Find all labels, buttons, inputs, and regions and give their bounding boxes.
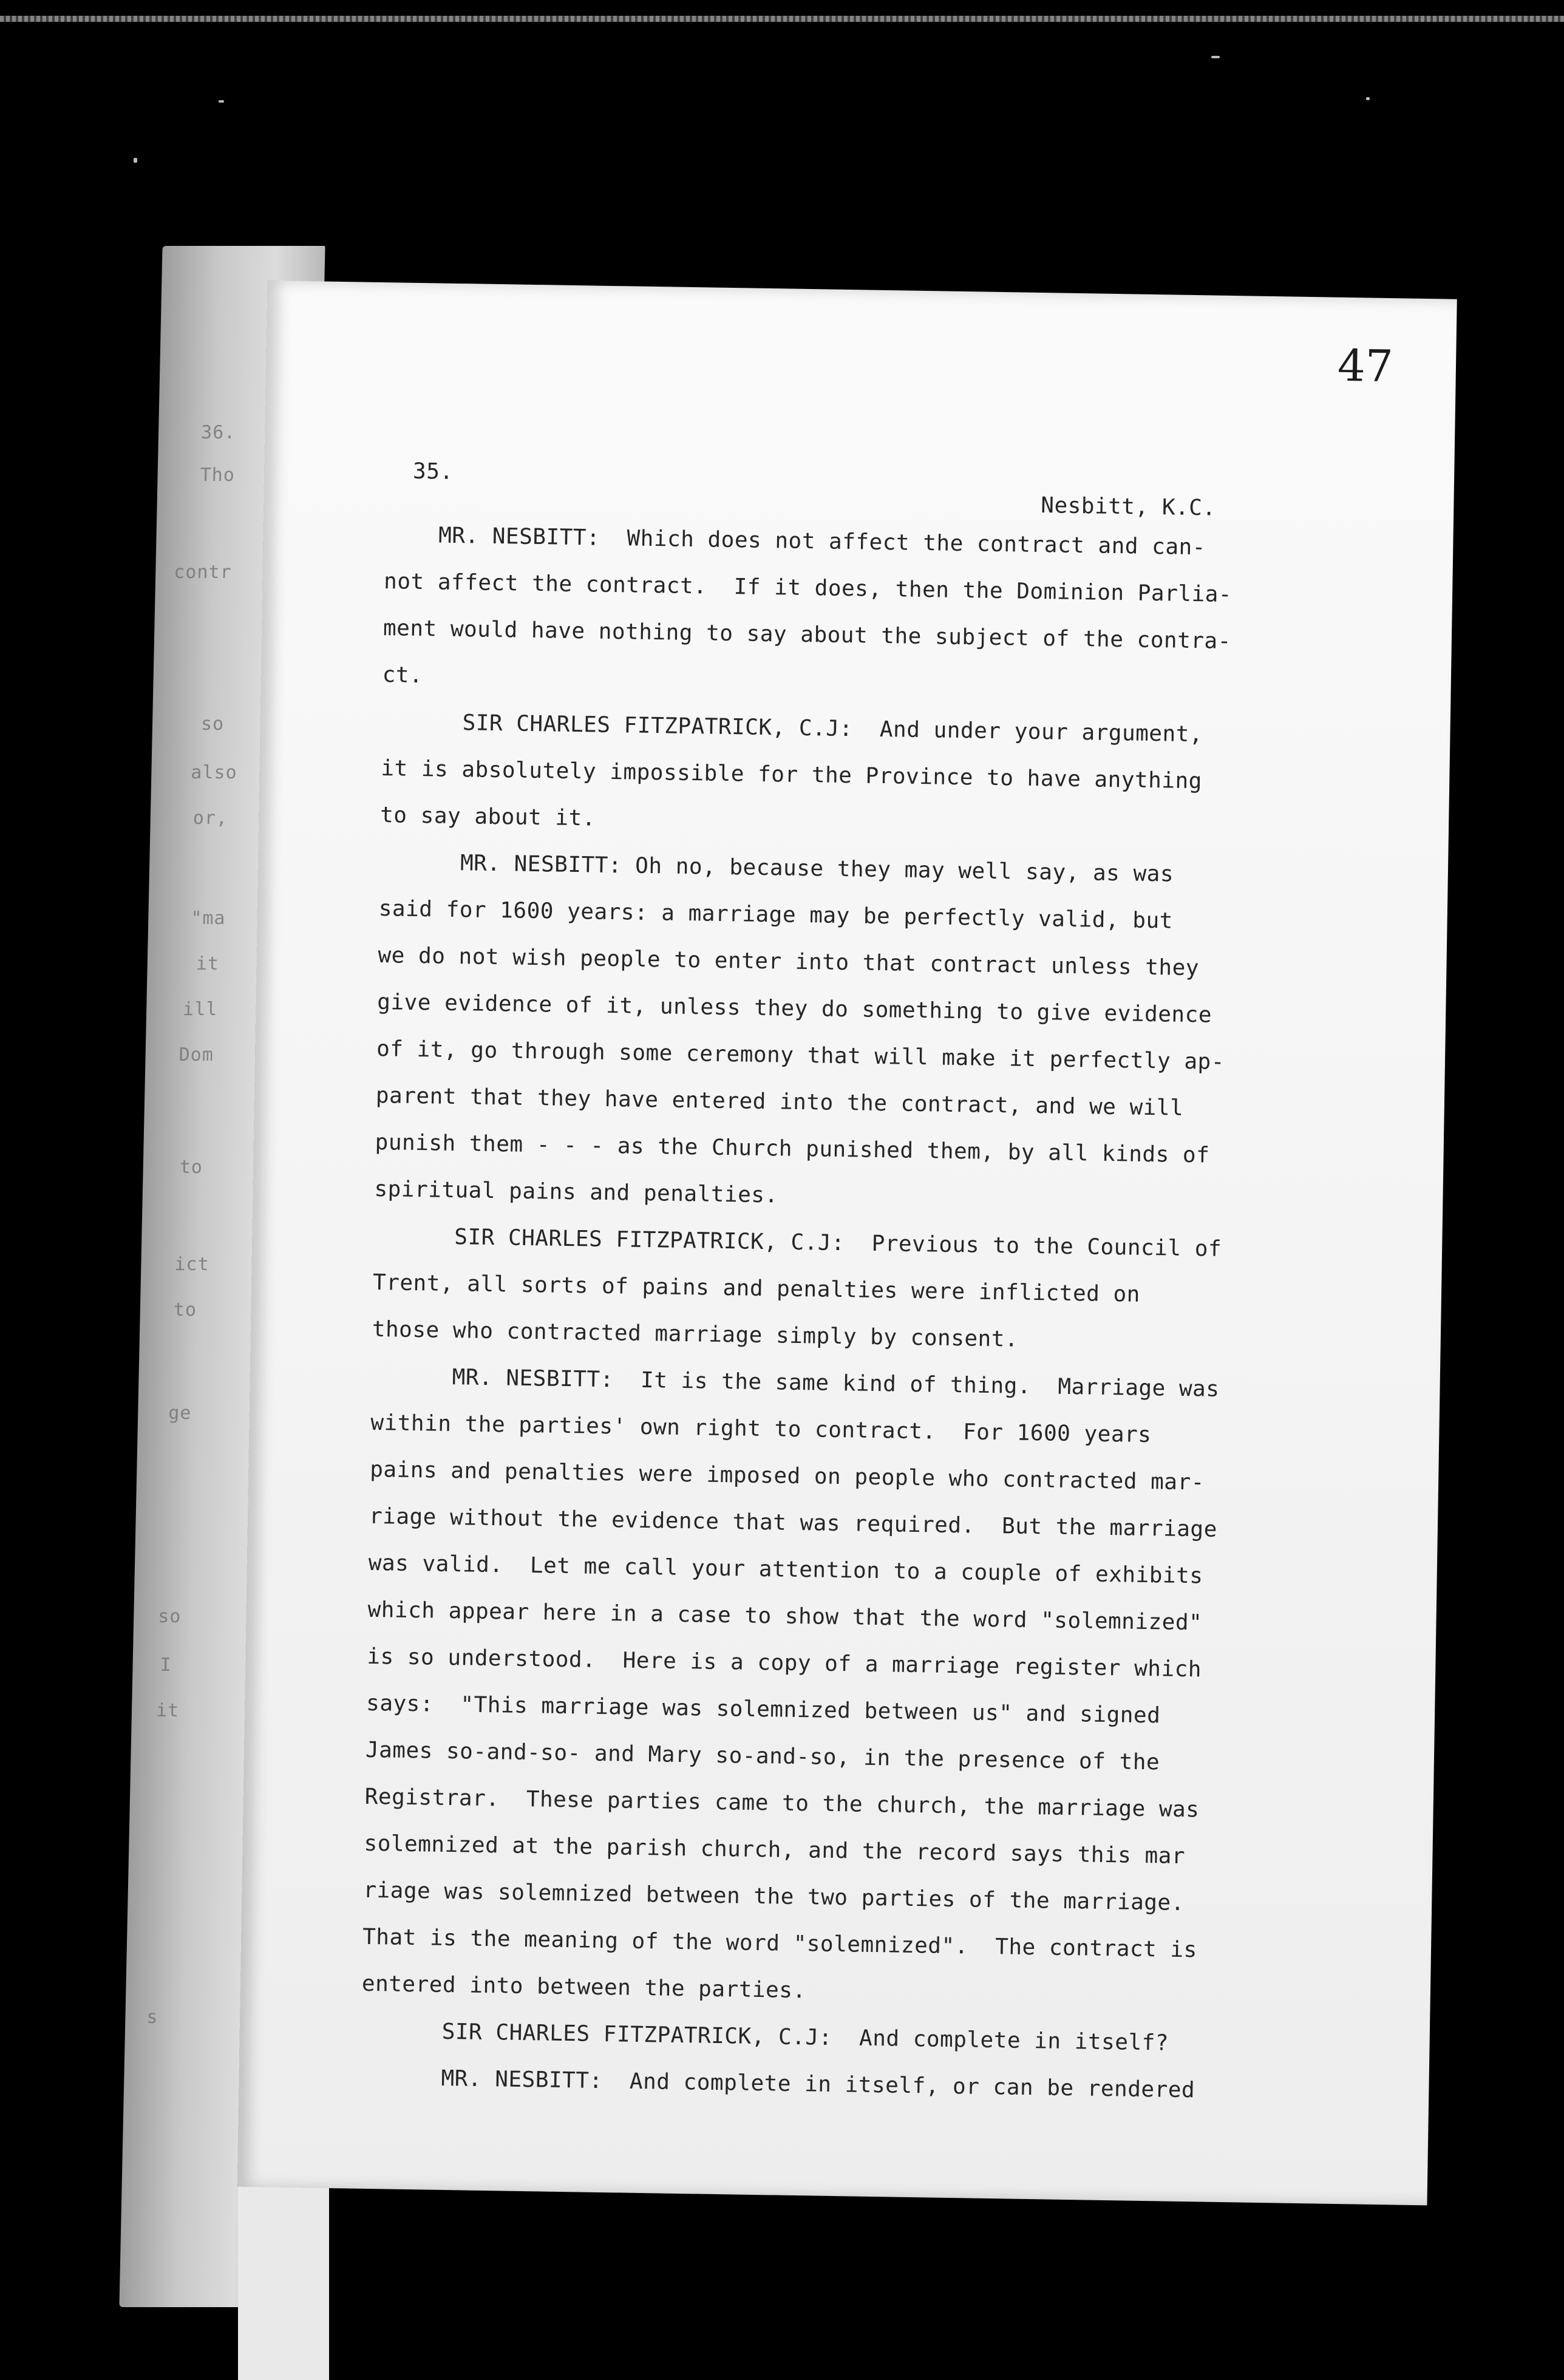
- text-line: parent that they have entered into the contract, and we will: [375, 1083, 1184, 1121]
- previous-page-fragment: ill: [182, 999, 218, 1020]
- previous-page-fragment: ge: [168, 1402, 192, 1424]
- text-line: it is absolutely impossible for the Province to have anything: [381, 756, 1203, 794]
- text-line: punish them - - - as the Church punished them, by all kinds of: [375, 1129, 1210, 1168]
- dust-speck: [1366, 97, 1370, 100]
- text-line: pains and penalties were imposed on people who contracted mar-: [369, 1457, 1205, 1495]
- previous-page-fragment: also: [191, 762, 238, 783]
- previous-page-fragment: 36.: [200, 422, 236, 443]
- previous-page-fragment: or,: [192, 807, 228, 829]
- previous-page-fragment: to: [179, 1157, 203, 1178]
- dust-speck: [1211, 56, 1220, 58]
- text-line: which appear here in a case to show that the word "solemnized": [367, 1597, 1203, 1636]
- previous-page-fragment: Tho: [200, 464, 236, 486]
- previous-page-fragment: so: [157, 1606, 182, 1627]
- text-line: MR. NESBITT: Oh no, because they may well say, as was: [379, 849, 1174, 887]
- previous-page-fragment: so: [200, 713, 225, 735]
- text-line: solemnized at the parish church, and the record says this mar: [364, 1831, 1186, 1869]
- text-line: riage without the evidence that was required. But the marriage: [369, 1503, 1218, 1542]
- text-line: give evidence of it, unless they do something to give evidence: [377, 989, 1212, 1028]
- text-line: said for 1600 years: a marriage may be perfectly valid, but: [378, 896, 1174, 934]
- film-strip-edge: [0, 16, 1564, 22]
- section-number: 35.: [412, 458, 454, 484]
- dust-speck: [219, 100, 224, 103]
- previous-page-fragment: to: [173, 1299, 197, 1321]
- document-page: [237, 280, 1457, 2205]
- text-line: James so-and-so- and Mary so-and-so, in the presence of the: [365, 1737, 1160, 1775]
- previous-page-fragment: contr: [173, 562, 232, 583]
- text-line: entered into between the parties.: [361, 1971, 806, 2004]
- text-line: Registrar. These parties came to the church, the marriage was: [364, 1784, 1200, 1823]
- text-line: riage was solemnized between the two parties of the marriage.: [363, 1877, 1185, 1916]
- text-line: MR. NESBITT: It is the same kind of thing. Marriage was: [371, 1363, 1220, 1402]
- text-line: to say about it.: [379, 803, 596, 831]
- text-line: SIR CHARLES FITZPATRICK, C.J: Previous to the Council of: [373, 1223, 1222, 1262]
- text-line: says: "This marriage was solemnized between us" and signed: [365, 1690, 1161, 1729]
- text-line: ment would have nothing to say about the subject of the contra-: [382, 616, 1232, 654]
- previous-page-fragment: ict: [174, 1254, 209, 1275]
- dust-speck: [134, 158, 137, 163]
- text-line: was valid. Let me call your attention to a couple of exhibits: [368, 1550, 1203, 1589]
- text-line: is so understood. Here is a copy of a marriage register which: [367, 1644, 1202, 1682]
- running-head: Nesbitt, K.C.: [1041, 493, 1216, 521]
- text-line: within the parties' own right to contract. For 1600 years: [370, 1410, 1152, 1448]
- text-line: we do not wish people to enter into that contract unless they: [378, 943, 1200, 981]
- text-line: of it, go through some ceremony that will make it perfectly ap-: [376, 1036, 1225, 1075]
- text-line: not affect the contract. If it does, then the Dominion Parlia-: [383, 569, 1232, 608]
- text-line: That is the meaning of the word "solemnized". The contract is: [362, 1924, 1198, 1963]
- previous-page-fragment: Dom: [178, 1044, 214, 1066]
- previous-page-fragment: s: [146, 2007, 158, 2028]
- text-line: MR. NESBITT: And complete in itself, or can be rendered: [360, 2064, 1195, 2103]
- previous-page-fragment: I: [160, 1654, 172, 1676]
- text-line: SIR CHARLES FITZPATRICK, C.J: And complete in itself?: [361, 2018, 1169, 2056]
- text-line: MR. NESBITT: Which does not affect the contract and can-: [384, 522, 1206, 560]
- page-tab-strip: [238, 2174, 329, 2380]
- previous-page-fragment: it: [195, 953, 220, 974]
- previous-page-fragment: "ma: [190, 908, 226, 929]
- previous-page-fragment: it: [155, 1700, 180, 1721]
- text-line: those who contracted marriage simply by consent.: [372, 1316, 1019, 1352]
- text-line: SIR CHARLES FITZPATRICK, C.J: And under your argument,: [381, 709, 1203, 747]
- text-line: spiritual pains and penalties.: [374, 1176, 778, 1208]
- text-line: Trent, all sorts of pains and penalties were inflicted on: [372, 1270, 1141, 1307]
- page-number: 47: [1337, 339, 1394, 392]
- text-line: ct.: [382, 662, 423, 688]
